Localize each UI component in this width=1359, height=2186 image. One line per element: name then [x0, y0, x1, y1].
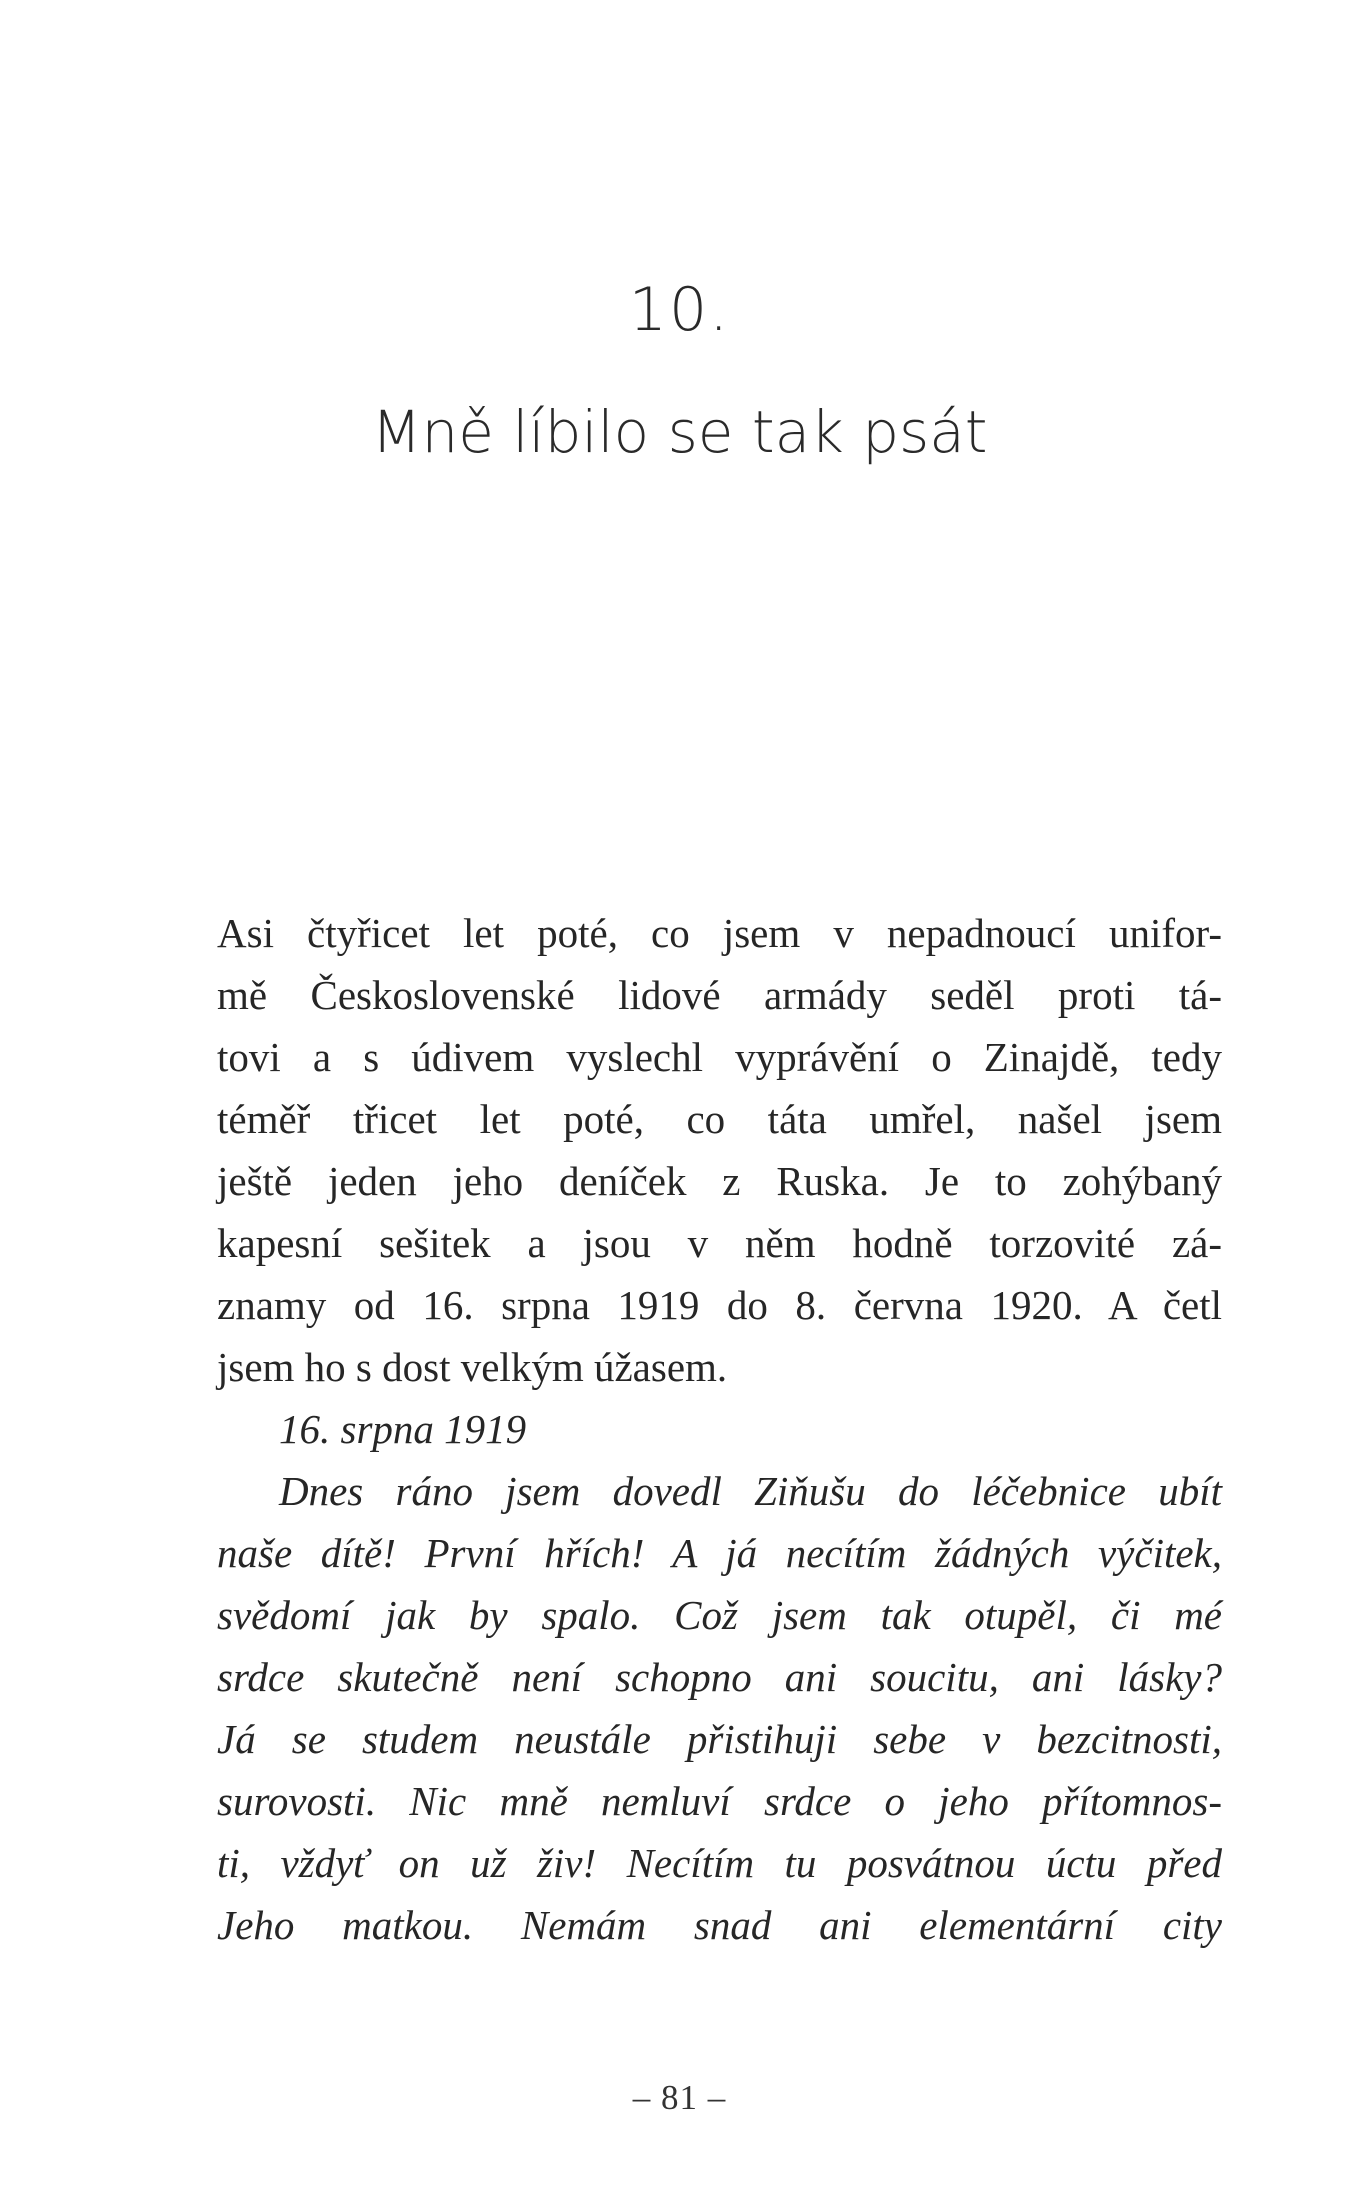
diary-line: srdce skutečně není schopno ani soucitu, ani lásky?	[217, 1654, 1222, 1700]
diary-line: svědomí jak by spalo. Což jsem tak otupěl, či mé	[217, 1592, 1222, 1638]
diary-line: Já se studem neustále přistihuji sebe v bezcitnosti,	[217, 1716, 1222, 1762]
diary-line: Dnes ráno jsem dovedl Ziňušu do léčebnice ubít	[279, 1468, 1222, 1514]
diary-line: ti, vždyť on už živ! Necítím tu posvátnou úctu před	[217, 1840, 1222, 1886]
diary-date: 16. srpna 1919	[279, 1406, 527, 1452]
body-text	[217, 902, 1222, 1956]
text-line: mě Československé lidové armády seděl proti tá-	[217, 972, 1222, 1018]
diary-line: Jeho matkou. Nemám snad ani elementární city	[217, 1902, 1222, 1948]
diary-line: surovosti. Nic mně nemluví srdce o jeho přítomnos-	[217, 1778, 1222, 1824]
narrative-paragraph	[217, 902, 1222, 1398]
text-line: kapesní sešitek a jsou v něm hodně torzovité zá-	[217, 1220, 1222, 1266]
chapter-number: 10.	[628, 275, 731, 345]
diary-line: naše dítě! První hřích! A já necítím žádných výčitek,	[217, 1530, 1222, 1576]
text-line: tovi a s údivem vyslechl vyprávění o Zinajdě, tedy	[217, 1034, 1222, 1080]
page-number: – 81 –	[632, 2078, 727, 2117]
text-line: téměř třicet let poté, co táta umřel, našel jsem	[217, 1096, 1222, 1142]
text-line: Asi čtyřicet let poté, co jsem v nepadnoucí unifor-	[217, 910, 1222, 956]
chapter-title: Mně líbilo se tak psát	[371, 398, 988, 466]
diary-entry	[217, 1398, 1222, 1956]
text-line: znamy od 16. srpna 1919 do 8. června 1920. A četl	[217, 1282, 1222, 1328]
text-line: jsem ho s dost velkým úžasem.	[217, 1344, 728, 1390]
text-line: ještě jeden jeho deníček z Ruska. Je to zohýbaný	[217, 1158, 1222, 1204]
